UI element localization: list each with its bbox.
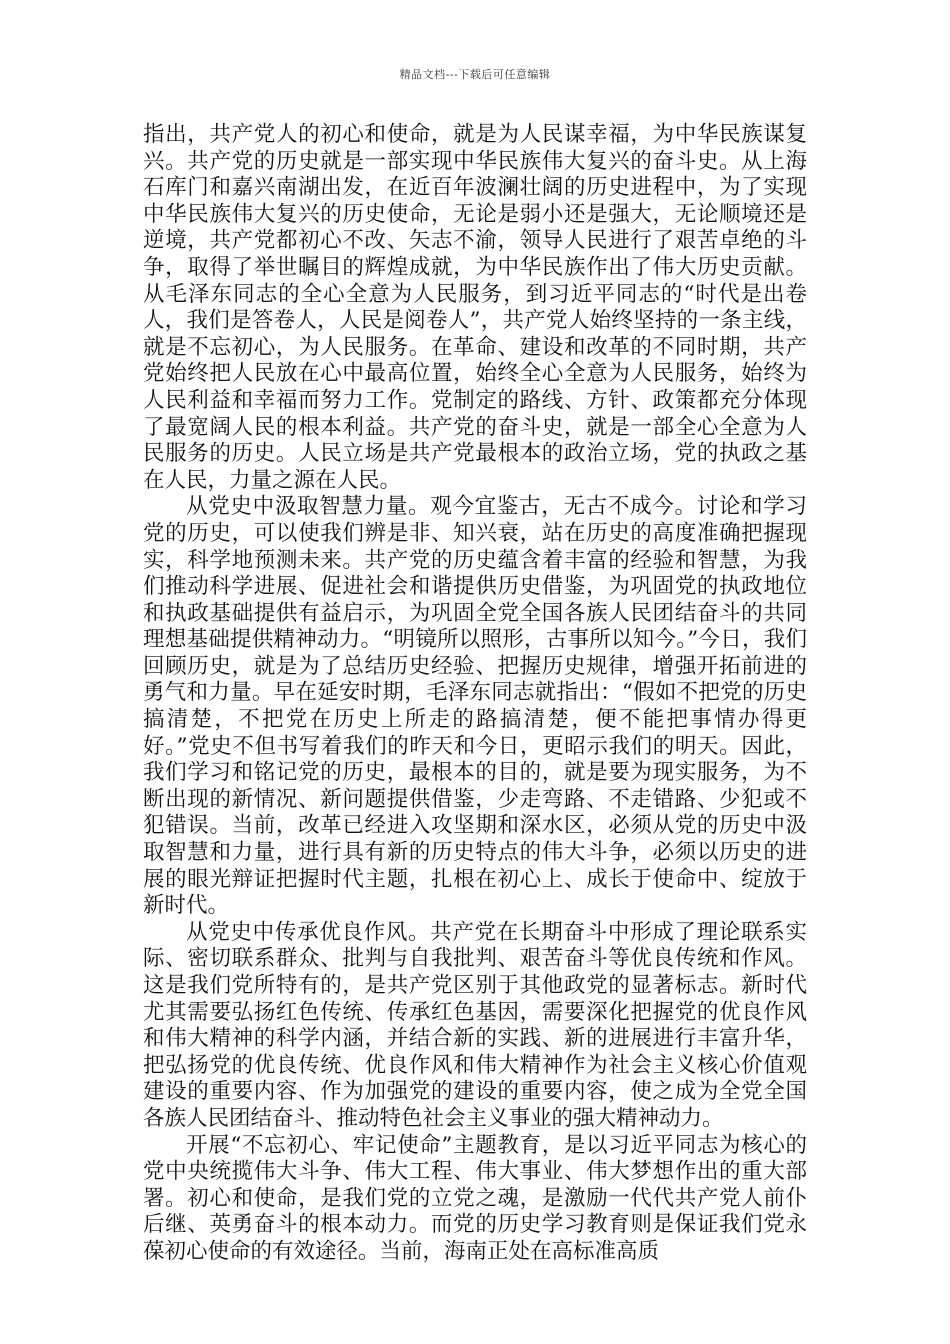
document-body — [143, 122, 807, 1266]
paragraph-3: 从党史中传承优良作风。共产党在长期奋斗中形成了理论联系实际、密切联系群众、批判与自我批判、艰苦奋斗等优良传统和作风。这是我们党所特有的，是共产党区别于其他政党的显著标志。新时代尤其需要弘扬红色传统、传承红色基因，需要深化把握党的优良作风和伟大精神的科学内涵，并结合新的实践、新的进展进行丰富升华，把弘扬党的优良传统、优良作风和伟大精神作为社会主义核心价值观建设的重要内容、作为加强党的建设的重要内容，使之成为全党全国各族人民团结奋斗、推动特色社会主义事业的强大精神动力。 — [143, 919, 807, 1131]
paragraph-1: 指出，共产党人的初心和使命，就是为人民谋幸福，为中华民族谋复兴。共产党的历史就是一部实现中华民族伟大复兴的奋斗史。从上海石库门和嘉兴南湖出发，在近百年波澜壮阔的历史进程中，为了实现中华民族伟大复兴的历史使命，无论是弱小还是强大，无论顺境还是逆境，共产党都初心不改、矢志不渝，领导人民进行了艰苦卓绝的斗争，取得了举世瞩目的辉煌成就，为中华民族作出了伟大历史贡献。从毛泽东同志的全心全意为人民服务，到习近平同志的“时代是出卷人，我们是答卷人，人民是阅卷人”，共产党人始终坚持的一条主线，就是不忘初心，为人民服务。在革命、建设和改革的不同时期，共产党始终把人民放在心中最高位置，始终全心全意为人民服务，始终为人民利益和幸福而努力工作。党制定的路线、方针、政策都充分体现了最宽阔人民的根本利益。共产党的奋斗史，就是一部全心全意为人民服务的历史。人民立场是共产党最根本的政治立场，党的执政之基在人民，力量之源在人民。 — [143, 122, 807, 493]
paragraph-2: 从党史中汲取智慧力量。观今宜鉴古，无古不成今。讨论和学习党的历史，可以使我们辨是非、知兴衰，站在历史的高度准确把握现实，科学地预测未来。共产党的历史蕴含着丰富的经验和智慧，为我们推动科学进展、促进社会和谐提供历史借鉴，为巩固党的执政地位和执政基础提供有益启示，为巩固全党全国各族人民团结奋斗的共同理想基础提供精神动力。“明镜所以照形，古事所以知今。”今日，我们回顾历史，就是为了总结历史经验、把握历史规律，增强开拓前进的勇气和力量。早在延安时期，毛泽东同志就指出：“假如不把党的历史搞清楚，不把党在历史上所走的路搞清楚，便不能把事情办得更好。”党史不但书写着我们的昨天和今日，更昭示我们的明天。因此，我们学习和铭记党的历史，最根本的目的，就是要为现实服务，为不断出现的新情况、新问题提供借鉴，少走弯路、不走错路、少犯或不犯错误。当前，改革已经进入攻坚期和深水区，必须从党的历史中汲取智慧和力量，进行具有新的历史特点的伟大斗争，必须以历史的进展的眼光辩证把握时代主题，扎根在初心上、成长于使命中、绽放于新时代。 — [143, 494, 807, 919]
page-header-note: 精品文档---下载后可任意编辑 — [399, 68, 551, 81]
paragraph-4: 开展“不忘初心、牢记使命”主题教育，是以习近平同志为核心的党中央统揽伟大斗争、伟大工程、伟大事业、伟大梦想作出的重大部署。初心和使命，是我们党的立党之魂，是激励一代代共产党人前仆后继、英勇奋斗的根本动力。而党的历史学习教育则是保证我们党永葆初心使命的有效途径。当前，海南正处在高标准高质 — [143, 1132, 807, 1264]
